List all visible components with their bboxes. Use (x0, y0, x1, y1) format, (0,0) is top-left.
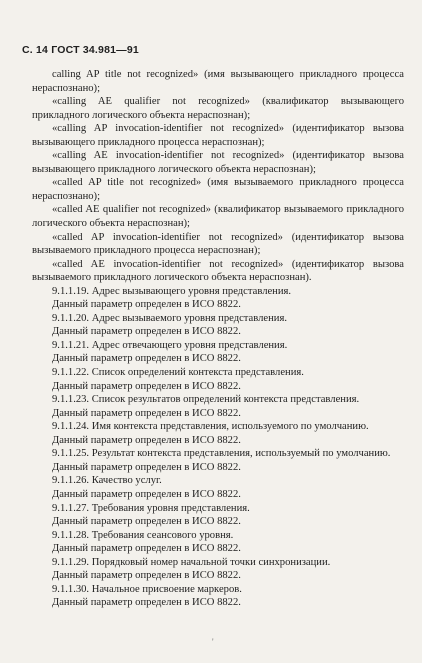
paragraph: 9.1.1.26. Качество услуг. (52, 475, 162, 487)
paragraph: Данный параметр определен в ИСО 8822. (52, 516, 241, 528)
paragraph: «called AE invocation-identifier not recognized» (идентификатор вызова вызываемого прикладного логического объекта нераспознан). (32, 258, 404, 284)
paragraph: 9.1.1.28. Требования сеансового уровня. (52, 529, 234, 541)
paragraph: Данный параметр определен в ИСО 8822. (52, 543, 241, 555)
page-header: С. 14 ГОСТ 34.981—91 (22, 44, 139, 56)
paragraph: Данный параметр определен в ИСО 8822. (52, 570, 241, 582)
paragraph: «called AP title not recognized» (имя вызываемого прикладного процесса нераспознано); (32, 177, 404, 202)
paragraph: 9.1.1.25. Результат контекста представления, используемый по умолчанию. (52, 448, 391, 460)
paragraph: calling AP title not recognized» (имя вызывающего прикладного процесса нераспознано); (32, 69, 404, 94)
paragraph: «calling AP invocation-identifier not recognized» (идентификатор вызова вызывающего прикладного процесса нераспознан); (32, 123, 404, 148)
paragraph: 9.1.1.23. Список результатов определений контекста представления. (52, 394, 360, 406)
paragraph: «called AP invocation-identifier not recognized» (идентификатор вызова вызываемого прикладного процесса нераспознан); (32, 231, 404, 257)
paragraph: 9.1.1.19. Адрес вызывающего уровня представления. (52, 285, 292, 297)
scan-mark: ' (212, 637, 214, 647)
paragraph: Данный параметр определен в ИСО 8822. (52, 488, 241, 500)
paragraph: 9.1.1.24. Имя контекста представления, используемого по умолчанию. (52, 421, 369, 433)
paragraph: 9.1.1.30. Начальное присвоение маркеров. (52, 583, 242, 595)
paragraph: «calling AE invocation-identifier not recognized» (идентификатор вызова вызывающего прикладного логического объекта нераспознан); (32, 150, 404, 175)
paragraph: Данный параметр определен в ИСО 8822. (52, 597, 241, 609)
paragraph: Данный параметр определен в ИСО 8822. (52, 461, 241, 473)
paragraph: 9.1.1.20. Адрес вызываемого уровня представления. (52, 312, 287, 324)
paragraph: Данный параметр определен в ИСО 8822. (52, 299, 241, 311)
paragraph: 9.1.1.21. Адрес отвечающего уровня представления. (52, 339, 288, 351)
paragraph: 9.1.1.22. Список определений контекста представления. (52, 367, 304, 379)
paragraph: 9.1.1.27. Требования уровня представления. (52, 502, 250, 514)
paragraph: Данный параметр определен в ИСО 8822. (52, 380, 241, 392)
body-text (32, 68, 404, 610)
paragraph: «called AE qualifier not recognized» (квалификатор вызываемого прикладного логического объекта нераспознан); (32, 204, 404, 230)
paragraph: «calling AE qualifier not recognized» (квалификатор вызывающего прикладного логического объекта нераспознан); (32, 96, 404, 121)
paragraph: Данный параметр определен в ИСО 8822. (52, 353, 241, 365)
paragraph: Данный параметр определен в ИСО 8822. (52, 434, 241, 446)
paragraph: 9.1.1.29. Порядковый номер начальной точки синхронизации. (52, 556, 331, 568)
paragraph: Данный параметр определен в ИСО 8822. (52, 326, 241, 338)
paragraph: Данный параметр определен в ИСО 8822. (52, 407, 241, 419)
